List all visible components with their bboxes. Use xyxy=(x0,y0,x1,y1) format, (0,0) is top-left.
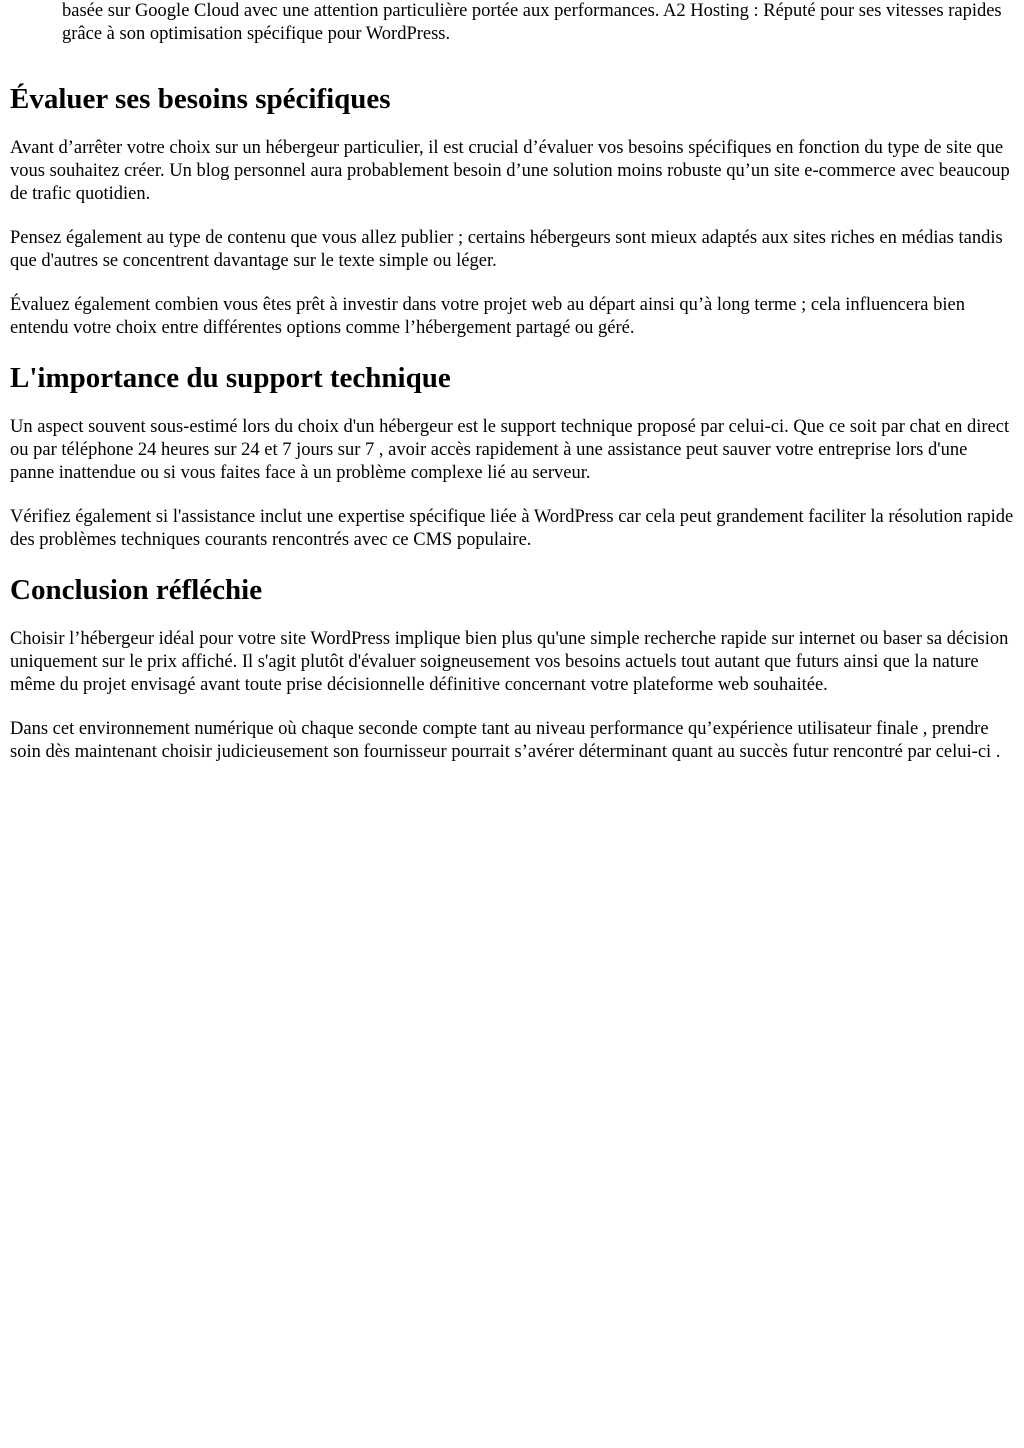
paragraph: Vérifiez également si l'assistance inclut une expertise spécifique liée à WordPress car cela peut grandement faciliter la résolution rapide des problèmes techniques courants rencontrés avec ce CMS populaire. xyxy=(10,507,1014,550)
section-heading-support: L'importance du support technique xyxy=(10,362,451,394)
paragraph: Dans cet environnement numérique où chaque seconde compte tant au niveau performance qu’expérience utilisateur finale , prendre soin dès maintenant choisir judicieusement son fournisseur pourrait s’avérer déterminant quant au succès futur rencontré par celui-ci . xyxy=(10,719,1001,762)
paragraph: Un aspect souvent sous-estimé lors du choix d'un hébergeur est le support technique proposé par celui-ci. Que ce soit par chat en direct ou par téléphone 24 heures sur 24 et 7 jours sur 7 , avoir accès rapidement à une assistance peut sauver votre entreprise lors d'une panne inattendue ou si vous faites face à un problème complexe lié au serveur. xyxy=(10,417,1010,483)
paragraph: Pensez également au type de contenu que vous allez publier ; certains hébergeurs sont mieux adaptés aux sites riches en médias tandis que d'autres se concentrent davantage sur le texte simple ou léger. xyxy=(10,228,1003,271)
section-heading-conclusion: Conclusion réfléchie xyxy=(10,574,263,606)
continuation-text: basée sur Google Cloud avec une attention particulière portée aux performances. A2 Hosting : Réputé pour ses vitesses rapides grâce à son optimisation spécifique pour WordPress. xyxy=(62,1,1002,44)
list-item-continuation xyxy=(62,0,1014,46)
paragraph: Choisir l’hébergeur idéal pour votre site WordPress implique bien plus qu'une simple recherche rapide sur internet ou baser sa décision uniquement sur le prix affiché. Il s'agit plutôt d'évaluer soigneusement vos besoins actuels tout autant que futurs ainsi que la nature même du projet envisagé avant toute prise décisionnelle définitive concernant votre plateforme web souhaitée. xyxy=(10,629,1009,695)
paragraph: Évaluez également combien vous êtes prêt à investir dans votre projet web au départ ainsi qu’à long terme ; cela influencera bien entendu votre choix entre différentes options comme l’hébergement partagé ou géré. xyxy=(10,295,965,338)
paragraph: Avant d’arrêter votre choix sur un hébergeur particulier, il est crucial d’évaluer vos besoins spécifiques en fonction du type de site que vous souhaitez créer. Un blog personnel aura probablement besoin d’une solution moins robuste qu’un site e-commerce avec beaucoup de trafic quotidien. xyxy=(10,138,1010,204)
section-heading-besoins: Évaluer ses besoins spécifiques xyxy=(10,83,391,115)
